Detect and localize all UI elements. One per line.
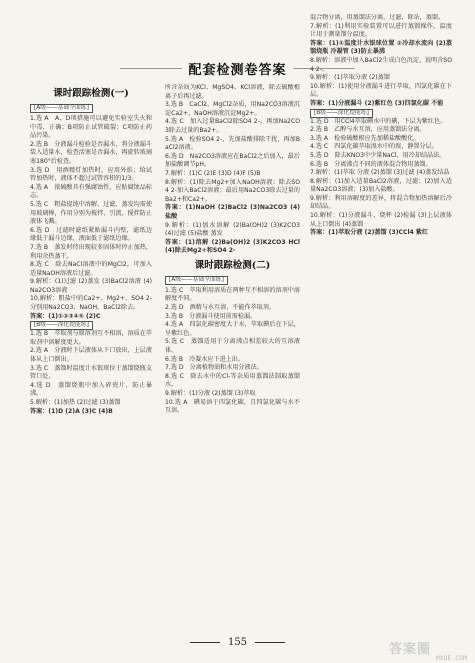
col1-lines-line: 7.选 B 蒸发时待出现较多固体时停止加热，利用余热蒸干。 [30, 243, 152, 260]
col1-lines-line: 10.解析：粗盐中的Ca2+、Mg2+、SO4 2-分别用Na2CO3、NaOH、BaCl2除去。 [30, 295, 152, 312]
col1-lines-line: 3.选 C 蒸馏时温度计水银球位于蒸馏烧瓶支管口处。 [30, 364, 152, 381]
col1-body [30, 115, 152, 416]
col3-lines_top-line: 9.解析：利用溶解度的差异，将混合物加热溶解后冷却结晶。 [310, 194, 452, 211]
col2-lines_top-line: 9.解析：(1)加水溶解 (2)Ba(OH)2 (3)K2CO3 (4)过滤 (5)盐酸 蒸发 [165, 221, 300, 238]
col2-lines_top-line: 6.选 D Na2CO3溶液应在BaCl2之后加入，最后加盐酸调节pH。 [165, 152, 300, 169]
col3-lines_top-line: 7.解析：(1)萃取 分液 (2)蒸馏 (3)过滤 (4)蒸发结晶 [310, 169, 450, 177]
column-2 [165, 84, 300, 644]
col3-lines_top-line: 1.选 D 用CCl4萃取碘水中的碘，下层为紫红色。 [310, 117, 447, 125]
col1-lines-line: 答案：(1)①②③④⑤ (2)C [30, 312, 101, 320]
col1-lines-line: [B级——深化提能练] [30, 321, 93, 330]
col1-lines-line: 5.选 C 粗盐提纯中溶解、过滤、蒸发均需使用玻璃棒，作用分别为搅拌、引流、搅拌防止液体飞溅。 [30, 200, 152, 226]
col1-lines-line: 2.选 A 分液时下层液体从下口放出，上层液体从上口倒出。 [30, 347, 152, 364]
col2-body-bottom [165, 287, 300, 416]
col2-lines_bottom-line: 10.选 A 碘易溶于四氯化碳，且四氯化碳与水不互溶。 [165, 398, 300, 415]
col1-lines-line: 5.解析：(1)加热 (2)过滤 (3)蒸馏 [30, 399, 121, 406]
col1-lines-line: 8.选 C 除去NaCl溶液中的MgCl2，可加入适量NaOH溶液后过滤。 [30, 261, 152, 277]
col3-lines_top-line: 5.选 D 除去KNO3中少量NaCl，用冷却结晶法。 [310, 151, 446, 159]
level-a-tag: [A级——基础全面练] [30, 104, 93, 113]
col1-lines-line: 2.选 B 分液漏斗检验是否漏水，将分液漏斗装入适量水，检查活塞是否漏水，再旋转玻璃塞180°后检查。 [30, 140, 152, 165]
col2-lines_bottom-line: 5.选 C 蒸馏适用于分离沸点相差较大的互溶液体。 [165, 338, 300, 355]
col3-lines_top-line: 答案：(1)分液漏斗 (2)紫红色 (3)四氯化碳 不能 [310, 99, 444, 107]
col1-lines-line: 3.选 D 用酒精灯加热时，应用外焰；给试管加热时，液体不超过试管容积的1/3。 [30, 166, 152, 183]
col1-lines-line: 6.选 D 过滤时滤纸紧贴漏斗内壁，滤纸边缘低于漏斗边缘，液面低于滤纸边缘。 [30, 226, 152, 243]
col1-lines-line: 9.解析：(1)过滤 (2)蒸发 (3)BaCl2溶液 (4)Na2CO3溶液 [30, 278, 152, 294]
col3-lines_top-line: 混合物分离，用蒸馏法分离，过滤，除杂，蒸馏。 [310, 14, 445, 21]
col3-lines_top-line: 6.选 B 分离沸点不同的液体混合物用蒸馏。 [310, 160, 432, 168]
col3-lines_top-line: 答案：(1)萃取分液 (2)蒸馏 (3)CCl4 紫红 [310, 229, 429, 237]
col3-lines_top-line: 9.解析：(1)萃取分液 (2)蒸馏 [310, 74, 390, 82]
col2-lines_bottom-line: 1.选 C 萃取利用溶质在两种互不相溶的溶剂中溶解度不同。 [165, 286, 300, 303]
level-a-tag-2: [A级——基础全面练] [165, 276, 228, 285]
col2-lines_top-line: 4.选 C 加入过量BaCl2除SO4 2-，再加Na2CO3除去过量的Ba2+。 [165, 118, 300, 134]
col2-lines_bottom-line: 8.选 C 除去水中的Cl-等杂质用蒸馏法制取蒸馏水。 [165, 372, 300, 389]
col2-lines_bottom-line: 4.选 A 四氯化碳密度大于水，萃取碘后在下层，呈紫红色。 [165, 321, 300, 337]
col3-lines_top-line: [B级——深化提能练] [310, 109, 373, 118]
col2-body-top [165, 84, 300, 256]
col1-lines-line: 4.选 D 蒸馏烧瓶中加入碎瓷片，防止暴沸。 [30, 381, 152, 398]
page-number: 155 [0, 637, 475, 648]
page-title: 配套检测卷答案 [182, 59, 292, 78]
column-3 [310, 14, 452, 642]
col2-lines_bottom-line: 7.选 D 分离植物油和水用分液法。 [165, 364, 263, 372]
col2-lines_bottom-line: 9.解析：(1)分液 (2)蒸馏 (3)萃取 [165, 390, 256, 397]
col3-lines_top-line: 2.选 B 乙醇与水互溶，应用蒸馏法分离。 [310, 126, 426, 134]
col2-lines_top-line: 3.选 B CaCl2、MgCl2杂质，用Na2CO3溶液沉淀Ca2+，NaOH溶液沉淀Mg2+。 [165, 101, 300, 117]
col1-lines-line: 1.选 B 萃取剂与原溶剂互不相溶，溶质在萃取剂中溶解度更大。 [30, 330, 152, 346]
section-heading-1: 课时跟踪检测(一) [53, 88, 129, 99]
section-heading-2: 课时跟踪检测(二) [194, 259, 271, 271]
col2-lines_top-line: 所含杂质为KCl、MgSO4、KCl溶液，除去硫酸根离子后再过滤。 [165, 84, 300, 100]
col3-lines_top-line: 3.选 A 检验硫酸根应先加稀盐酸酸化。 [310, 134, 420, 142]
col3-lines_top-line: 8.解析：溶液中加入BaCl2生成白色沉淀，说明含SO4 2-。 [310, 56, 452, 73]
col3-lines_top-line: 7.解析：(1)利用实验装置可以进行蒸馏操作，温度计用于测量馏分温度。 [310, 22, 452, 39]
col2-lines_top-line: 5.选 A 检验SO4 2-，先加盐酸排除干扰，再加BaCl2溶液。 [165, 135, 300, 152]
col2-lines_top-line: 8.解析：(1)除去Mg2+加入NaOH溶液；除去SO4 2-加入BaCl2溶液；最后用Na2CO3除去过量的Ba2+和Ca2+。 [165, 178, 300, 203]
col3-lines_top-line: 答案：(1)①温度计水银球位置 ②冷却水流向 (2)蒸馏烧瓶 冷凝管 (3)防止暴沸 [310, 39, 452, 56]
watermark-logo: 答案圈 [389, 642, 432, 657]
col1-lines-line: 4.选 A 浓硫酸具有强腐蚀性，应贴腐蚀品标志。 [30, 183, 152, 200]
col1-lines-line: 1.选 A A、D项措施可以避免实验室失火和中毒，正确；B项防止试管破裂；C项防止药品污染。 [30, 115, 152, 140]
col3-body [310, 14, 452, 238]
col2-lines_top-line: 答案：(1)溶解 (2)Ba(OH)2 (3)K2CO3 HCl (4)除去Mg2+和SO4 2- [165, 238, 300, 255]
col2-lines_bottom-line: 3.选 B 分液漏斗使用前需检漏。 [165, 312, 257, 320]
col3-lines_top-line: 10.解析：(1)分液漏斗、烧杯 (2)检漏 (3)上层液体从上口倒出 (4)蒸馏 [310, 212, 452, 228]
watermark-url: MXQE.COM [435, 654, 467, 662]
column-1 [30, 84, 152, 644]
col3-lines_top-line: 8.解析：(1)加入适量BaCl2溶液，过滤；(2)加入适量Na2CO3溶液；(3)加入盐酸。 [310, 177, 452, 194]
col1-lines-line: 答案：(1)D (2)A (3)C (4)B [30, 407, 113, 415]
col2-lines_top-line: 答案：(1)NaOH (2)BaCl2 (3)Na2CO3 (4)盐酸 [165, 204, 300, 220]
col2-lines_bottom-line: 6.选 B 冷凝水应下进上出。 [165, 355, 244, 363]
col3-lines_top-line: 10.解析：(1)使用分液漏斗进行萃取，四氯化碳在下层。 [310, 82, 452, 99]
col2-lines_bottom-line: 2.选 D 酒精与水互溶，不能作萃取剂。 [165, 304, 275, 312]
col3-lines_top-line: 4.选 C 四氯化碳萃取溴水中的溴，静置分层。 [310, 143, 438, 151]
col2-lines_top-line: 7.解析：(1)C (2)E (3)D (4)F (5)B [165, 169, 261, 177]
